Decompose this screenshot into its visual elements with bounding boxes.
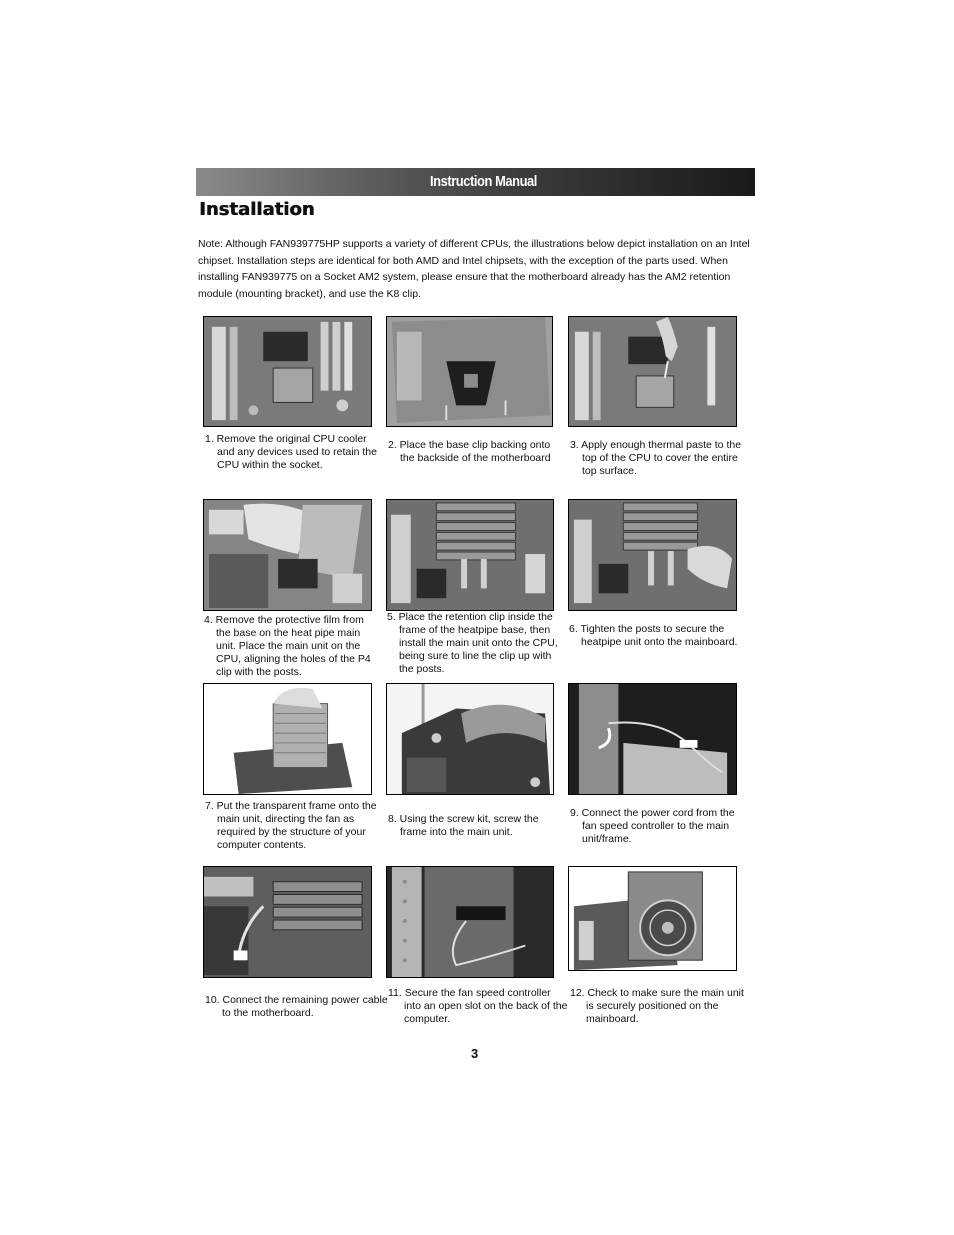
- step-7-photo: [203, 683, 372, 795]
- step-9-caption: 9. Connect the power cord from the fan speed controller to the main unit/frame.: [570, 807, 735, 845]
- step-3-photo: [568, 316, 737, 427]
- step-2-caption: 2. Place the base clip backing onto the backside of the motherboard: [388, 439, 551, 464]
- step-10-photo: [203, 866, 372, 978]
- step-5-caption: 5. Place the retention clip inside the frame of the heatpipe base, then install the main unit onto the CPU, being sure to line the clip up with the posts.: [387, 611, 558, 675]
- step-6-photo: [568, 499, 737, 611]
- step-12-caption: 12. Check to make sure the main unit is securely positioned on the mainboard.: [570, 987, 744, 1025]
- header-bar: [196, 168, 755, 196]
- step-8-photo: [386, 683, 554, 795]
- page-number: 3: [471, 1046, 479, 1061]
- step-4-photo: [203, 499, 372, 611]
- step-6-caption: 6. Tighten the posts to secure the heatpipe unit onto the mainboard.: [569, 623, 738, 648]
- step-1-photo: [203, 316, 372, 427]
- step-3-caption: 3. Apply enough thermal paste to the top of the CPU to cover the entire top surface.: [570, 439, 742, 477]
- step-10-caption: 10. Connect the remaining power cable to the motherboard.: [205, 994, 388, 1019]
- installation-note: Note: Although FAN939775HP supports a variety of different CPUs, the illustrations below depict installation on an Intel chipset. Installation steps are identical for both AMD and Intel chipsets, with the exception of the parts used. When installing FAN939775 on a Socket AM2 system, please ensure that the motherboard already has the AM2 retention module (mounting bracket), and use the K8 clip.: [198, 238, 750, 300]
- step-2-photo: [386, 316, 553, 427]
- step-9-photo: [568, 683, 737, 795]
- header-title: Instruction Manual: [430, 173, 537, 190]
- step-7-caption: 7. Put the transparent frame onto the main unit, directing the fan as required by the structure of your computer contents.: [205, 800, 377, 851]
- step-5-photo: [386, 499, 554, 611]
- step-1-caption: 1. Remove the original CPU cooler and any devices used to retain the CPU within the socket.: [205, 433, 377, 471]
- page-title: Installation: [199, 199, 315, 220]
- step-11-photo: [386, 866, 554, 978]
- step-4-caption: 4. Remove the protective film from the base on the heat pipe main unit. Place the main unit on the CPU, aligning the holes of the P4 clip with the posts.: [204, 614, 371, 678]
- step-12-photo: [568, 866, 737, 971]
- step-8-caption: 8. Using the screw kit, screw the frame into the main unit.: [388, 813, 539, 838]
- step-11-caption: 11. Secure the fan speed controller into an open slot on the back of the computer.: [388, 987, 568, 1025]
